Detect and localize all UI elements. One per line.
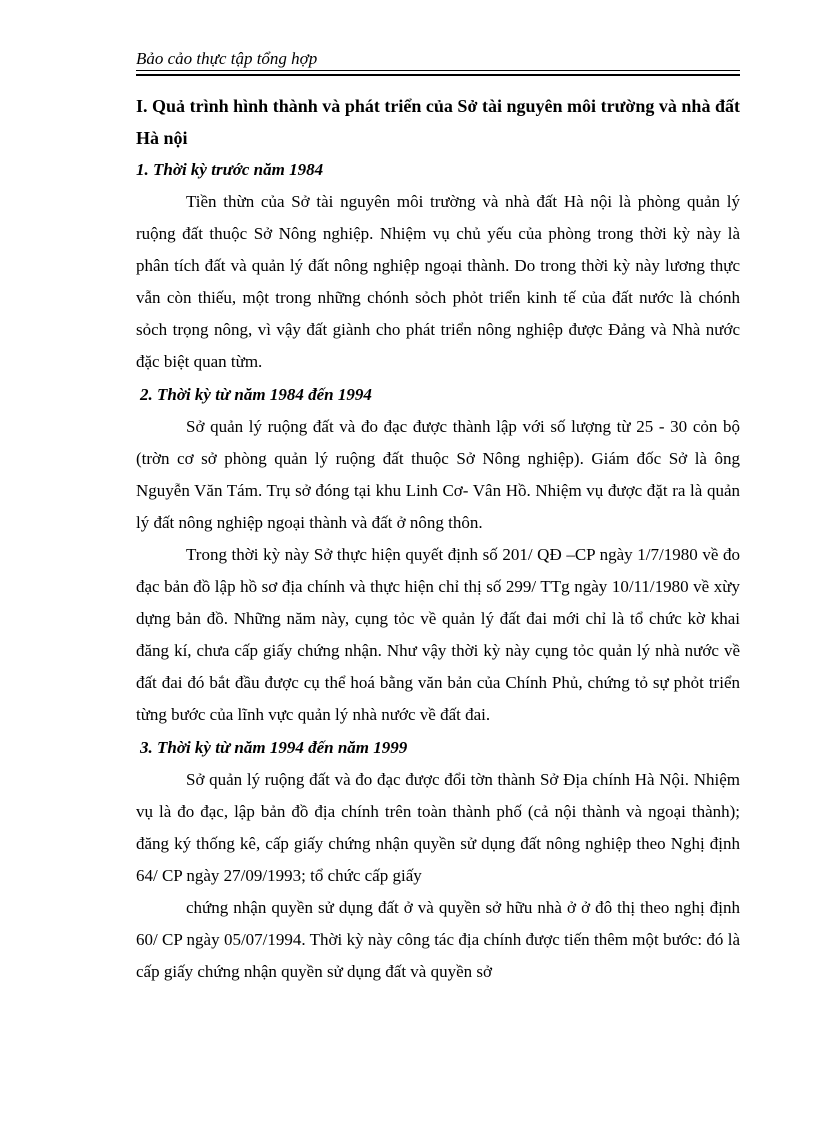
paragraph: chứng nhận quyền sử dụng đất ở và quyền sở hữu nhà ở ở đô thị theo nghị định 60/ CP ngày 05/07/1994. Thời kỳ này công tác địa chính được tiến thêm một bước: đó là cấp giấy chứng nhận quyền sử dụng đất và quyền sở [136, 897, 740, 982]
paragraph: Trong thời kỳ này Sở thực hiện quyết định số 201/ QĐ –CP ngày 1/7/1980 về đo đạc bản đồ lập hồ sơ địa chính và thực hiện chỉ thị số 299/ TTg ngày 10/11/1980 về xừy dựng bản đồ. Những năm này, cụng tỏc về quản lý đất đai mới chỉ là tổ chức kờ khai đăng kí, chưa cấp giấy chứng nhận. Như vậy thời kỳ này cụng tỏc quản lý nhà nước về đất đai đó bắt đầu được cụ thể hoá bằng văn bản của Chính Phủ, chứng tỏ sự phỏt triển từng bước của lĩnh vực quản lý nhà nước về đất đai. [136, 544, 740, 725]
section-title: I. Quả trình hình thành và phát triển của Sở tài nguyên môi trường và nhà đất Hà nội [136, 96, 740, 148]
subsection-heading: 3. Thời kỳ từ năm 1994 đến năm 1999 [140, 737, 408, 757]
paragraph: Sở quản lý ruộng đất và đo đạc được thành lập với số lượng từ 25 - 30 cỏn bộ (trờn cơ sở phòng quản lý ruộng đất thuộc Sở Nông nghiệp). Giám đốc Sở là ông Nguyễn Văn Tám. Trụ sở đóng tại khu Linh Cơ- Vân Hồ. Nhiệm vụ được đặt ra là quản lý đất nông nghiệp ngoại thành và đất ở nông thôn. [136, 416, 740, 532]
paragraph: Sở quản lý ruộng đất và đo đạc được đổi tờn thành Sở Địa chính Hà Nội. Nhiệm vụ là đo đạc, lập bản đồ địa chính trên toàn thành phố (cả nội thành và ngoại thành); đăng ký thống kê, cấp giấy chứng nhận quyền sử dụng đất nông nghiệp theo Nghị định 64/ CP ngày 27/09/1993; tổ chức cấp giấy [136, 769, 740, 885]
running-header: Bảo cảo thực tập tổng hợp [136, 49, 318, 68]
header-rule-thick [136, 74, 740, 76]
paragraph: Tiền thừn của Sở tài nguyên môi trường và nhà đất Hà nội là phòng quản lý ruộng đất thuộc Sở Nông nghiệp. Nhiệm vụ chủ yếu của phòng trong thời kỳ này là phân tích đất và quản lý đất nông nghiệp ngoại thành. Do trong thời kỳ này lương thực vẫn còn thiếu, một trong những chónh sỏch phỏt triển kinh tế của đất nước là chónh sỏch trọng nông, vì vậy đất giành cho phát triển nông nghiệp được Đảng và Nhà nước đặc biệt quan từm. [136, 192, 740, 372]
header-rule-thin [136, 70, 740, 71]
page-body [136, 90, 740, 988]
subsection-heading: 2. Thời kỳ từ năm 1984 đến 1994 [140, 384, 372, 404]
subsection-heading: 1. Thời kỳ trước năm 1984 [136, 160, 324, 179]
